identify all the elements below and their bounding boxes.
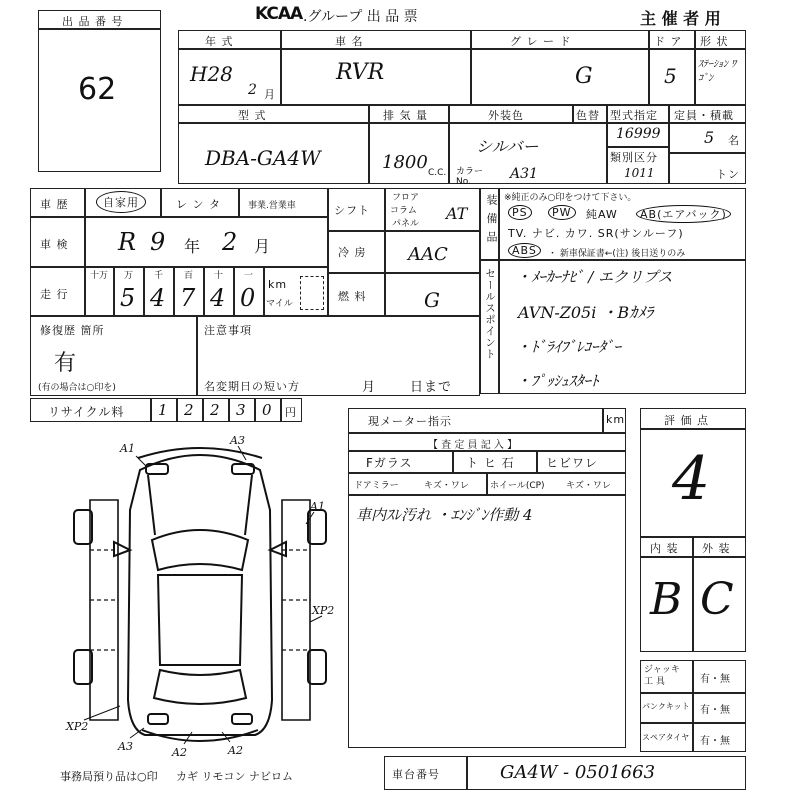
mile-label: マイル [266,299,293,309]
exterior-label: 外 装 [702,542,731,555]
crack-label: ヒビワレ [546,456,599,470]
year-value: H28 [190,62,233,86]
doors-value: 5 [664,64,677,88]
equipment-alloy-wheel: 純AW [586,208,618,221]
exterior-grade: C [700,574,734,625]
model-value: DBA-GA4W [205,146,321,170]
recycle-digit: 2 [210,401,220,419]
sheet-title: .グループ 出 品 票 [303,9,418,25]
damage-mark: A3 [118,740,133,753]
spare-value: 有・無 [700,736,730,747]
jack-value: 有・無 [700,674,730,685]
remarks-label: 注意事項 [204,324,252,337]
recycle-digit: 2 [184,401,194,419]
displacement-label: 排 気 量 [383,109,428,122]
puncture-label: パンクキット [642,702,690,711]
mileage-label: 走 行 [40,288,69,301]
month-suffix: 月 [264,88,276,101]
history-option-rental: レ ン タ [176,198,221,211]
sales-point-item: ・ﾒｰｶｰﾅﾋﾞ / エクリプス [516,268,673,286]
shift-option-panel: パネル [392,219,420,229]
overall-score: 4 [672,444,711,514]
puncture-value: 有・無 [700,705,730,716]
capacity-unit: 名 [728,134,740,147]
mirror-label: ドアミラー [354,481,399,491]
fuel-label: 燃 料 [338,290,367,303]
history-label: 車 歴 [40,198,69,211]
recycle-unit: 円 [285,406,297,419]
mileage-unit-10k: 万 [124,271,134,281]
inspection-month-unit: 月 [254,237,272,256]
doors-label: ド ア [654,35,683,48]
office-note: 事務局預り品は○印 [60,770,158,783]
windshield [152,530,248,570]
equipment-note: ※純正のみ○印をつけて下さい。 [504,193,637,203]
inspection-era: R [118,228,137,256]
glass-label: Fガラス [366,456,413,470]
inspector-comment: 車内ｽﾚ汚れ ・ｴﾝｼﾞﾝ作動 4 [356,506,533,524]
color-no-label: カラーNo. [456,167,484,187]
wheel-label: ホイール(CP) [490,481,545,491]
mileage-digit: 0 [240,284,256,312]
color-value: シルバー [476,137,539,156]
chassis-label: 車台番号 [392,768,440,781]
mirror-options: キズ・ワレ [424,481,469,491]
chassis-value: GA4W - 0501663 [500,762,656,783]
taillight-right [232,714,252,724]
mirror-right [270,542,286,556]
inspection-year-unit: 年 [184,237,202,256]
ac-value: AAC [408,244,448,265]
equipment-abs: ABS [508,243,541,258]
equipment-ps: PS [508,205,532,220]
damage-mark: A1 [120,442,135,455]
category-label: 類別区分 [610,151,658,164]
organizer-label: 主 催 者 用 [640,9,721,28]
mileage-digit: 4 [210,284,226,312]
inspection-month: 2 [222,228,238,256]
type-spec-label: 型式指定 [610,109,658,122]
sales-point-item: ・ﾌﾟｯｼｭｽﾀｰﾄ [516,372,599,390]
recycle-label: リサイクル料 [48,405,125,419]
ratings-label: 評 価 点 [664,414,709,427]
color-change-label: 色替 [576,109,600,122]
year-label: 年 式 [205,35,234,48]
mileage-unit-1: 一 [244,271,254,281]
lot-number-label: 出 品 番 号 [62,15,124,28]
mileage-unit-100k: 十万 [90,271,109,281]
name-value: RVR [336,60,385,85]
damage-mark: A3 [230,434,245,447]
grade-label: グ レ ー ド [510,35,572,48]
inspection-label: 車 検 [40,238,69,251]
shift-option-floor: フロア [392,193,420,203]
lot-number: 62 [78,72,117,107]
repair-note: (有の場合は○印を) [38,383,116,393]
spare-label: スペアタイヤ [642,733,690,742]
name-label: 車 名 [335,35,364,48]
wheel-options: キズ・ワレ [566,481,611,491]
body-label: 形 状 [700,35,729,48]
km-label: km [268,278,288,291]
rear-window [154,670,246,704]
recycle-digit: 1 [158,401,168,419]
roof [158,575,242,665]
mileage-unit-checkbox [300,276,324,310]
ac-label: 冷 房 [338,246,367,259]
office-items: カギ リモコン ナビロム [176,770,293,783]
equipment-row2: TV. ナビ. カワ. SR(サンルーフ) [508,227,684,240]
interior-grade: B [650,574,683,625]
shift-value: AT [446,204,468,223]
inspector-header: 【 査 定 員 記 入 】 [428,440,518,451]
taillight-left [148,714,168,724]
name-change-label: 名変期日の短い方 [204,380,300,393]
left-side-panel [90,500,118,720]
equipment-pw: PW [548,205,576,220]
name-change-day: 日まで [410,380,453,395]
damage-mark: A2 [228,744,243,757]
damage-mark: A1 [310,500,325,513]
sales-points-label: セールスポイント [484,268,496,360]
mileage-digit: 7 [180,284,196,312]
equipment-label: 装 備 品 [485,194,498,244]
damage-mark: XP2 [312,604,335,617]
equipment-row3: ・ 新車保証書←(注) 後日送りのみ [548,249,686,259]
jack-label: ジャッキ 工 具 [644,665,680,687]
fuel-value: G [424,288,440,312]
grade-value: G [575,64,593,89]
sales-point-item: ・ﾄﾞﾗｲﾌﾞﾚｺｰﾀﾞｰ [516,338,622,356]
repair-value: 有 [54,351,77,376]
history-option-business: 事業.営業車 [248,201,296,211]
recycle-digit: 3 [236,401,246,419]
right-side-panel [282,500,310,720]
mileage-unit-100: 百 [184,271,194,281]
equipment-airbag: AB(エアバック) [636,205,731,223]
interior-label: 内 装 [650,542,679,555]
damage-mark: XP2 [66,720,89,733]
inspection-year: 9 [150,228,166,256]
mirror-left [114,542,130,556]
history-option-private: 自家用 [96,191,146,213]
mileage-digit: 4 [150,284,166,312]
month-value: 2 [248,82,257,98]
brand-logo: KCAA [255,4,303,24]
color-label: 外装色 [488,109,524,122]
model-label: 型 式 [238,109,267,122]
mileage-unit-1k: 千 [154,271,164,281]
capacity-value: 5 [704,128,715,147]
meter-label: 現メーター指示 [368,415,452,428]
shift-label: シフト [334,204,370,217]
meter-unit: km [606,413,626,426]
shift-option-column: コラム [390,206,417,216]
damage-mark: A2 [172,746,187,759]
mileage-digit: 5 [120,284,136,312]
car-damage-diagram [60,430,340,770]
glass-options: ト ヒ 石 [466,456,515,470]
load-unit: トン [716,168,740,181]
name-change-month: 月 [362,380,377,395]
recycle-digit: 0 [262,401,272,419]
type-spec-value: 16999 [616,126,661,142]
displacement-value: 1800 [382,152,428,173]
sales-point-item: AVN-Z05i ・Bｶﾒﾗ [518,303,654,322]
mileage-unit-10: 十 [214,271,224,281]
front-bumper [138,448,262,458]
color-no-value: A31 [510,166,538,182]
category-value: 1011 [624,166,655,180]
capacity-label: 定員・積載 [674,109,734,122]
repair-label: 修復歴 箇所 [40,324,105,337]
body-value: ｽﾃｰｼｮﾝ ﾜｺﾞﾝ [698,59,737,84]
cc-label: C.C. [428,168,447,178]
